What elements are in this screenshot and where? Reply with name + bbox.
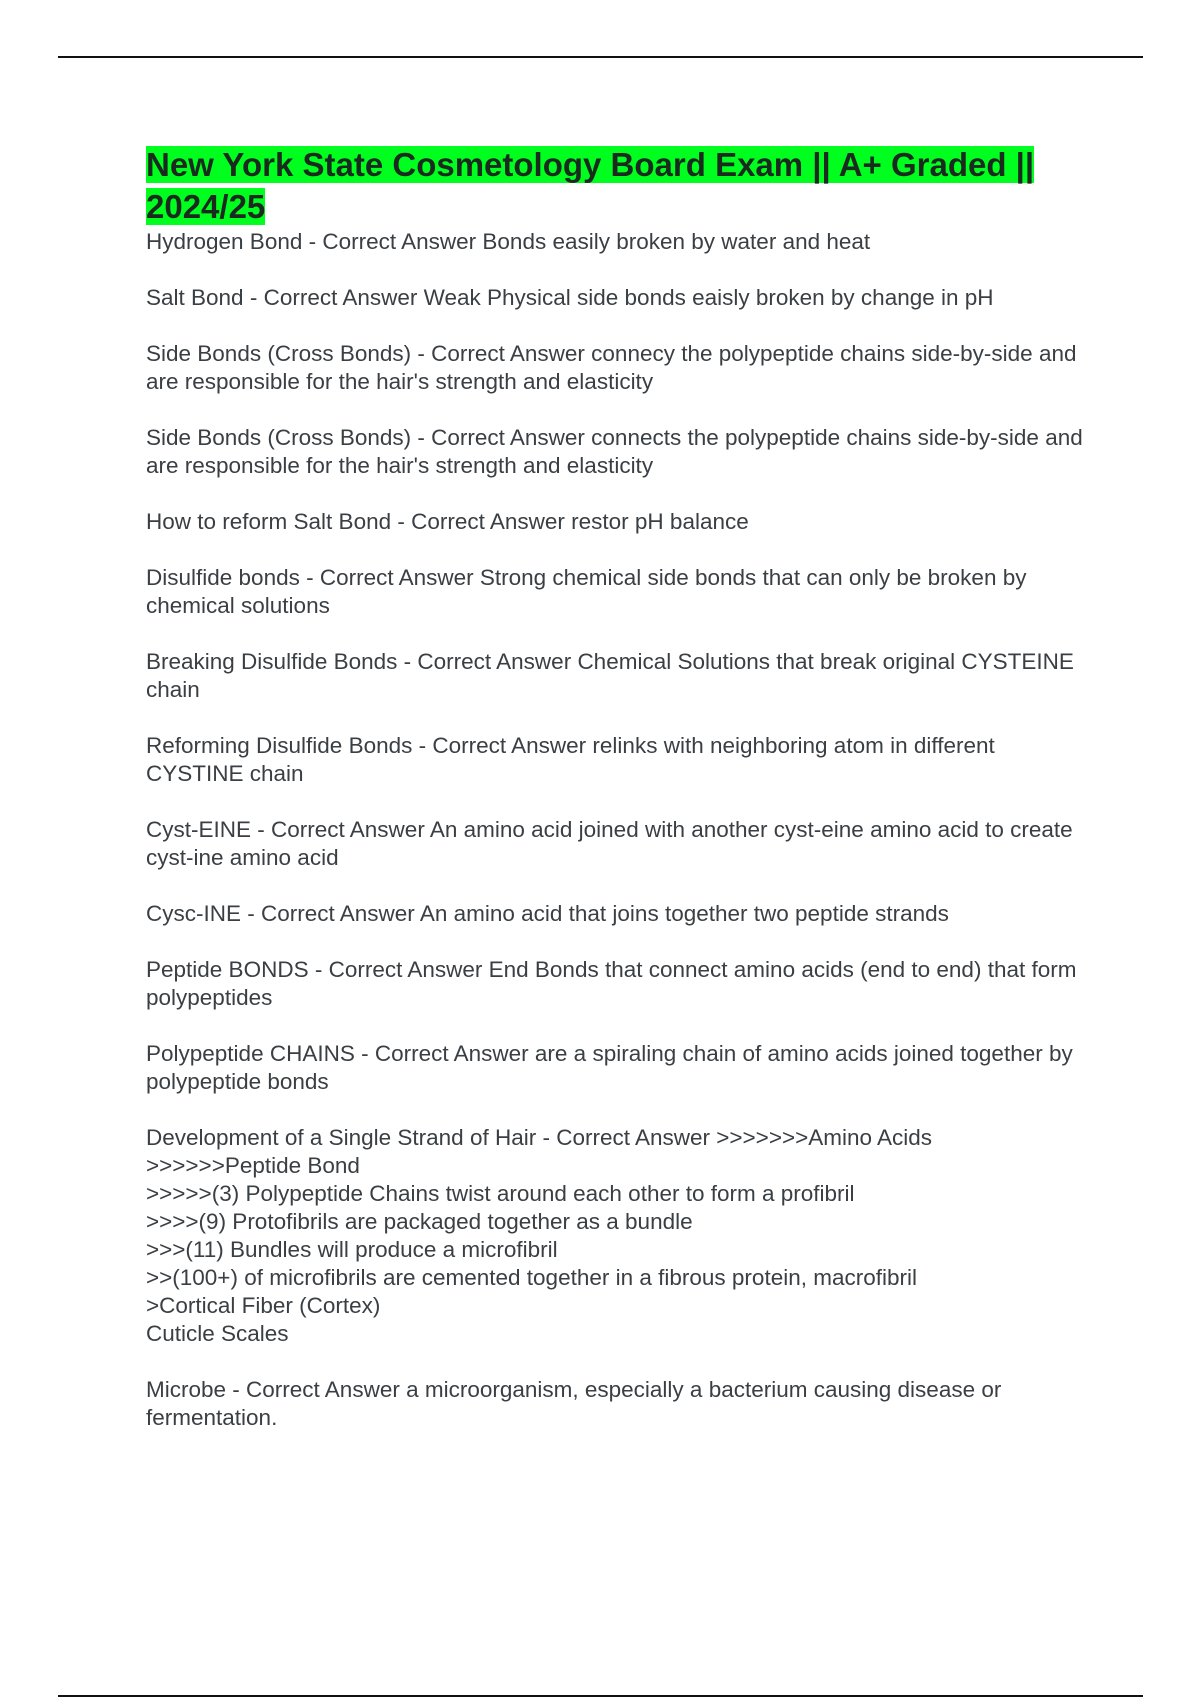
- qa-entry: Cysc-INE - Correct Answer An amino acid that joins together two peptide strands: [146, 901, 949, 926]
- qa-entry: Side Bonds (Cross Bonds) - Correct Answer connects the polypeptide chains side-by-side and are responsible for the hair's strength and elasticity: [146, 425, 1083, 478]
- qa-entry: Hydrogen Bond - Correct Answer Bonds easily broken by water and heat: [146, 229, 871, 254]
- qa-entry: How to reform Salt Bond - Correct Answer restor pH balance: [146, 509, 749, 534]
- document-body: [146, 144, 1096, 1460]
- qa-entry: Disulfide bonds - Correct Answer Strong chemical side bonds that can only be broken by chemical solutions: [146, 565, 1027, 618]
- qa-entry: Breaking Disulfide Bonds - Correct Answer Chemical Solutions that break original CYSTEINE chain: [146, 649, 1074, 702]
- qa-entry: Cyst-EINE - Correct Answer An amino acid joined with another cyst-eine amino acid to create cyst-ine amino acid: [146, 817, 1073, 870]
- footer-rule: [58, 1695, 1143, 1697]
- qa-entry: Reforming Disulfide Bonds - Correct Answer relinks with neighboring atom in different CYSTINE chain: [146, 733, 995, 786]
- qa-entry: Development of a Single Strand of Hair - Correct Answer >>>>>>>Amino Acids >>>>>>Peptide Bond >>>>>(3) Polypeptide Chains twist around each other to form a profibril >>>>(9) Protofibrils are packaged together as a bundle >>>(11) Bundles will produce a microfibril >>(100+) of microfibrils are cemented together in a fibrous protein, macrofibril >Cortical Fiber (Cortex) Cuticle Scales: [146, 1125, 933, 1346]
- qa-entry: Salt Bond - Correct Answer Weak Physical side bonds eaisly broken by change in pH: [146, 285, 994, 310]
- qa-entry: Microbe - Correct Answer a microorganism, especially a bacterium causing disease or fermentation.: [146, 1377, 1002, 1430]
- header-rule: [58, 56, 1143, 58]
- qa-entry: Side Bonds (Cross Bonds) - Correct Answer connecy the polypeptide chains side-by-side and are responsible for the hair's strength and elasticity: [146, 341, 1077, 394]
- document-title: New York State Cosmetology Board Exam || A+ Graded || 2024/25: [146, 146, 1035, 225]
- qa-entry: Peptide BONDS - Correct Answer End Bonds that connect amino acids (end to end) that form polypeptides: [146, 957, 1077, 1010]
- qa-entry: Polypeptide CHAINS - Correct Answer are a spiraling chain of amino acids joined together by polypeptide bonds: [146, 1041, 1073, 1094]
